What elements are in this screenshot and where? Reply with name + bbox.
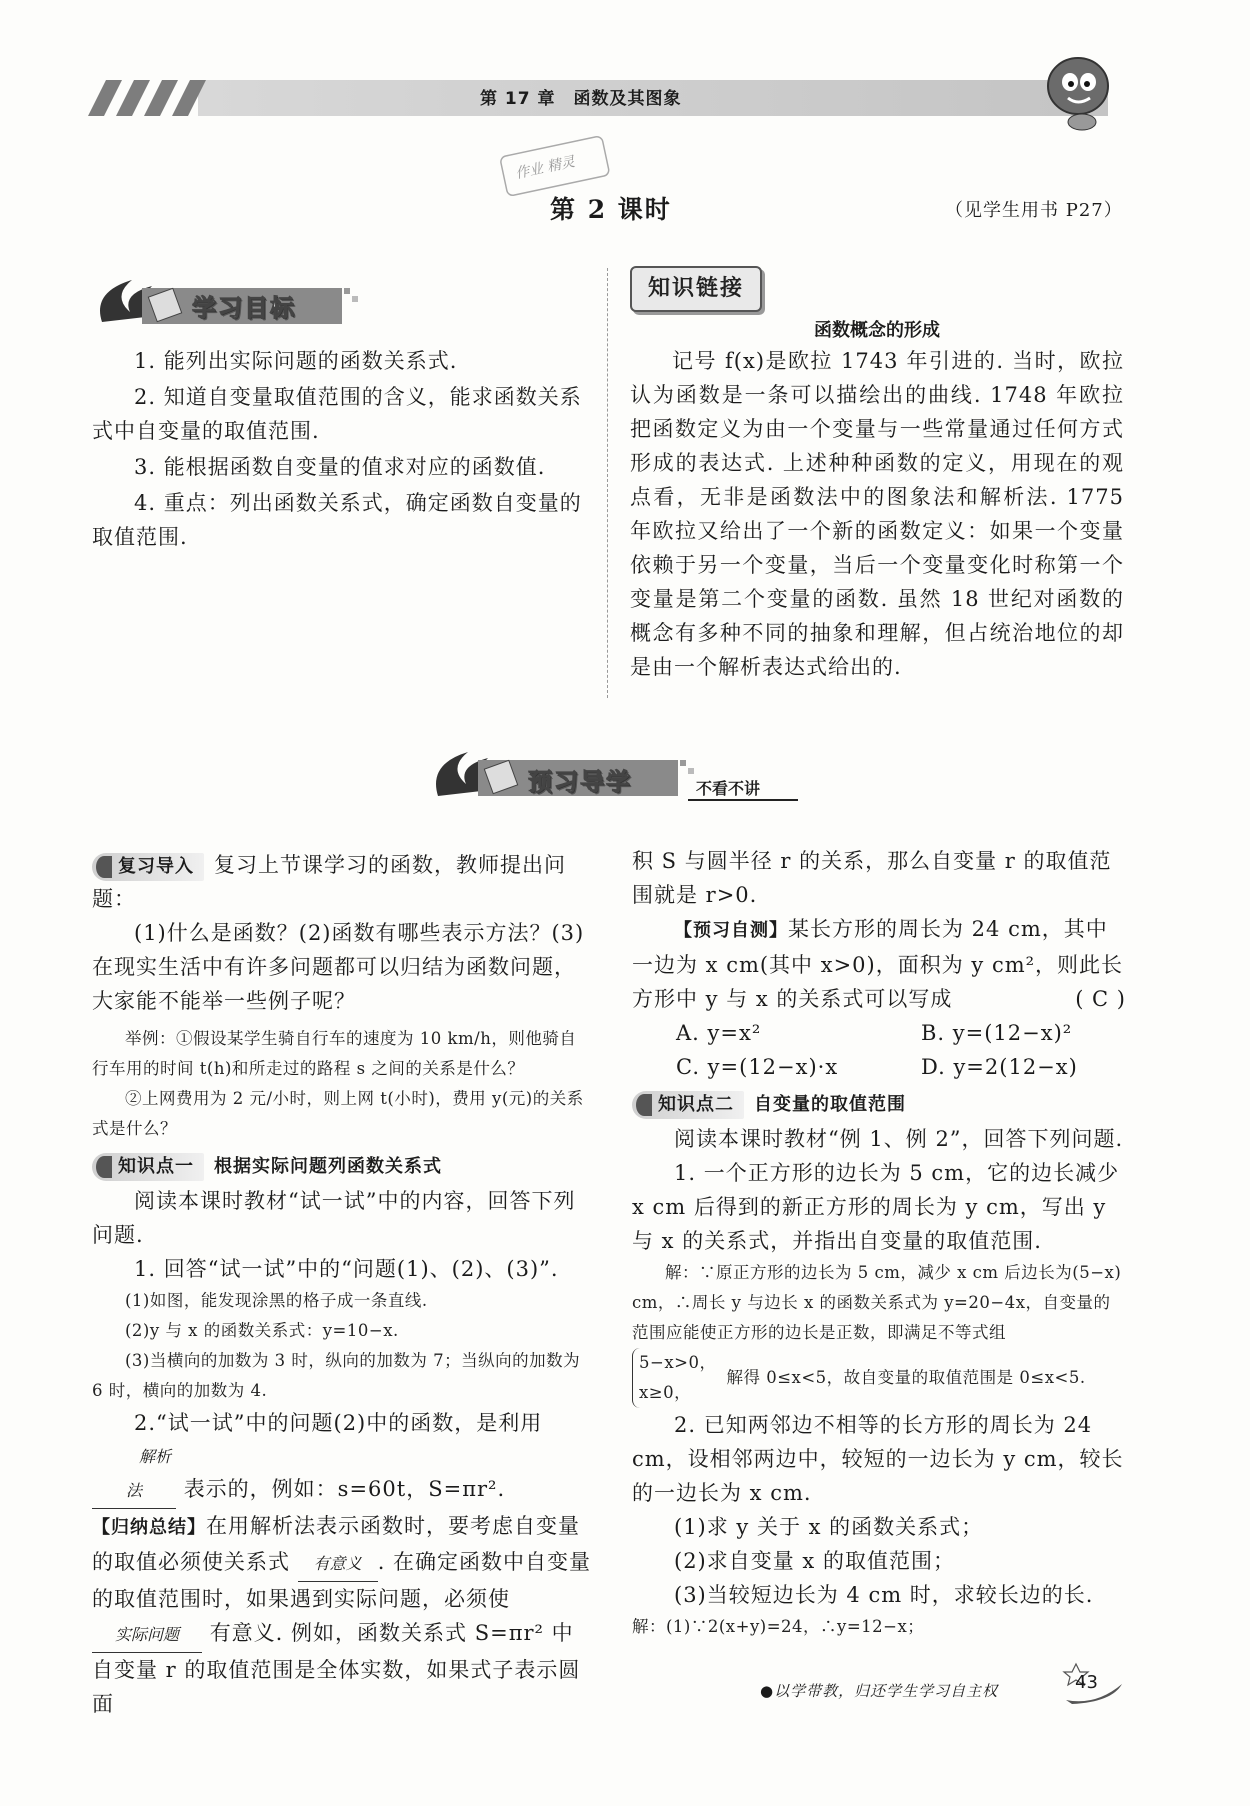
summary-a: 在用解析法表示函数时，要考虑自变量的取值必须使关系式 — [92, 1514, 580, 1574]
kp1-intro: 阅读本课时教材“试一试”中的内容，回答下列问题. — [92, 1189, 576, 1247]
kp2-tag: 知识点二 — [632, 1091, 744, 1119]
kp1-title: 根据实际问题列函数关系式 — [214, 1156, 442, 1177]
answer-1-1: (1)如图，能发现涂黑的格子成一条直线. — [125, 1291, 428, 1310]
question-2-a: 2.“试一试”中的问题(2)中的函数，是利用 — [134, 1411, 543, 1435]
answer-1-3: (3)当横向的加数为 3 时，纵向的加数为 7；当纵向的加数为 6 时，横向的加数为 4. — [92, 1351, 581, 1400]
objectives-banner — [92, 272, 362, 332]
question-2-b: 表示的，例如：s=60t，S=πr². — [183, 1477, 506, 1501]
solution-1-end: 解得 0≤x<5，故自变量的取值范围是 0≤x<5. — [726, 1368, 1086, 1387]
right-column — [632, 844, 1126, 1642]
question-1: 1. 回答“试一试”中的“问题(1)、(2)、(3)”. — [134, 1257, 559, 1281]
knowledge-title-text: 函数概念的形成 — [814, 320, 940, 341]
summary-c: 有意义. 例如，函数关系式 S=πr² 中自变量 r 的取值范围是全体实数，如果式子表示圆面 — [92, 1621, 581, 1716]
kp2-title: 自变量的取值范围 — [754, 1094, 906, 1115]
selftest-question: 某长方形的周长为 24 cm，其中一边为 x cm(其中 x>0)，面积为 y cm²，则此长方形中 y 与 x 的关系式可以写成 — [632, 917, 1124, 1011]
solution-2: 解：(1)∵2(x+y)=24，∴y=12−x； — [632, 1617, 925, 1636]
preview-tagline: 不看不讲 — [696, 779, 761, 798]
option-c: C. y=(12−x)·x — [676, 1055, 839, 1079]
inequality-1: 5−x>0， — [639, 1353, 717, 1372]
fill-blank-meaningful: 有意义 — [298, 1547, 378, 1582]
option-a: A. y=x² — [676, 1021, 762, 1045]
summary-tag: 【归纳总结】 — [92, 1517, 206, 1538]
page-number: 43 — [1075, 1672, 1098, 1693]
preview-banner-label: 预习导学 — [528, 768, 632, 796]
preview-banner — [428, 744, 808, 806]
selftest-answer: ( C ) — [1075, 987, 1126, 1011]
problem-2-part-1: (1)求 y 关于 x 的函数关系式； — [674, 1515, 984, 1539]
review-text: 复习上节课学习的函数，教师提出问题： — [92, 853, 566, 911]
page-reference: （见学生用书 P27） — [945, 200, 1123, 221]
inequality-system — [632, 1348, 716, 1408]
problem-2-part-3: (3)当较短边长为 4 cm 时，求较长边的长. — [674, 1583, 1094, 1607]
stamp-text: 作业 精灵 — [514, 153, 577, 183]
footer-slogan: ●以学带教，归还学生学习自主权 — [760, 1682, 999, 1700]
chapter-title: 第 17 章 函数及其图象 — [480, 89, 682, 109]
option-b: B. y=(12−x)² — [921, 1021, 1073, 1045]
column-divider — [607, 268, 608, 698]
objectives-banner-label: 学习目标 — [192, 294, 296, 322]
solution-1: 解：∵原正方形的边长为 5 cm，减少 x cm 后边长为(5−x) cm，∴周长 y 与边长 x 的函数关系式为 y=20−4x，自变量的范围应能使正方形的边长是正数，即满足不等式组 — [632, 1263, 1122, 1342]
fill-blank-practical: 实际问题 — [92, 1618, 202, 1653]
continuation-text: 积 S 与圆半径 r 的关系，那么自变量 r 的取值范围就是 r>0. — [632, 849, 1112, 907]
knowledge-link-label: 知识链接 — [630, 266, 762, 312]
review-tag: 复习导入 — [92, 853, 204, 881]
answer-1-2: (2)y 与 x 的函数关系式：y=10−x. — [125, 1321, 399, 1340]
problem-1: 1. 一个正方形的边长为 5 cm，它的边长减少 x cm 后得到的新正方形的周长为 y cm，写出 y 与 x 的关系式，并指出自变量的取值范围. — [632, 1161, 1120, 1253]
objective-item: 1. 能列出实际问题的函数关系式. — [134, 349, 458, 373]
problem-2: 2. 已知两邻边不相等的长方形的周长为 24 cm，设相邻两边中，较短的一边长为 y cm，较长的一边长为 x cm. — [632, 1413, 1124, 1505]
problem-2-part-2: (2)求自变量 x 的取值范围； — [674, 1549, 955, 1573]
knowledge-link-body: 记号 f(x)是欧拉 1743 年引进的. 当时，欧拉认为函数是一条可以描绘出的曲线. 1748 年欧拉把函数定义为由一个变量与一些常量通过任何方式形成的表达式. 上述种种函数的定义，用现在的观点看，无非是函数法中的图象法和解析法. 1775 年欧拉又给出了一个新的函数定义：如果一个变量依赖于另一个变量，当后一个变量变化时称第一个变量是第二个变量的函数. 虽然 18 世纪对函数的概念有多种不同的抽象和理解，但占统治地位的却是由一个解析表达式给出的. — [630, 349, 1124, 679]
lesson-title: 第 2 课时 — [550, 195, 672, 224]
option-d: D. y=2(12−x) — [921, 1055, 1078, 1079]
summary-b: . 在确定函数中自变量的取值范围时，如果遇到实际问题，必须使 — [92, 1550, 592, 1611]
objectives-list — [92, 344, 584, 554]
example-1: 举例：①假设某学生骑自行车的速度为 10 km/h，则他骑自行车用的时间 t(h)和所走过的路程 s 之间的关系是什么？ — [92, 1029, 577, 1078]
left-column — [92, 848, 592, 1721]
inequality-2: x≥0， — [639, 1383, 692, 1402]
objective-item: 2. 知道自变量取值范围的含义，能求函数关系式中自变量的取值范围. — [92, 385, 582, 443]
objective-item: 4. 重点：列出函数关系式，确定函数自变量的取值范围. — [92, 491, 582, 549]
example-2: ②上网费用为 2 元/小时，则上网 t(小时)，费用 y(元)的关系式是什么？ — [92, 1089, 584, 1138]
knowledge-link-title — [630, 316, 1124, 342]
objective-item: 3. 能根据函数自变量的值求对应的函数值. — [134, 455, 546, 479]
selftest-tag: 【预习自测】 — [674, 920, 788, 941]
kp1-tag: 知识点一 — [92, 1153, 204, 1181]
review-questions: (1)什么是函数？(2)函数有哪些表示方法？(3)在现实生活中有许多问题都可以归结为函数问题，大家能不能举一些例子呢？ — [92, 921, 585, 1013]
mascot-icon — [1040, 52, 1118, 132]
fill-blank-method: 解析法 — [92, 1440, 176, 1509]
kp2-intro: 阅读本课时教材“例 1、例 2”，回答下列问题. — [674, 1127, 1124, 1151]
